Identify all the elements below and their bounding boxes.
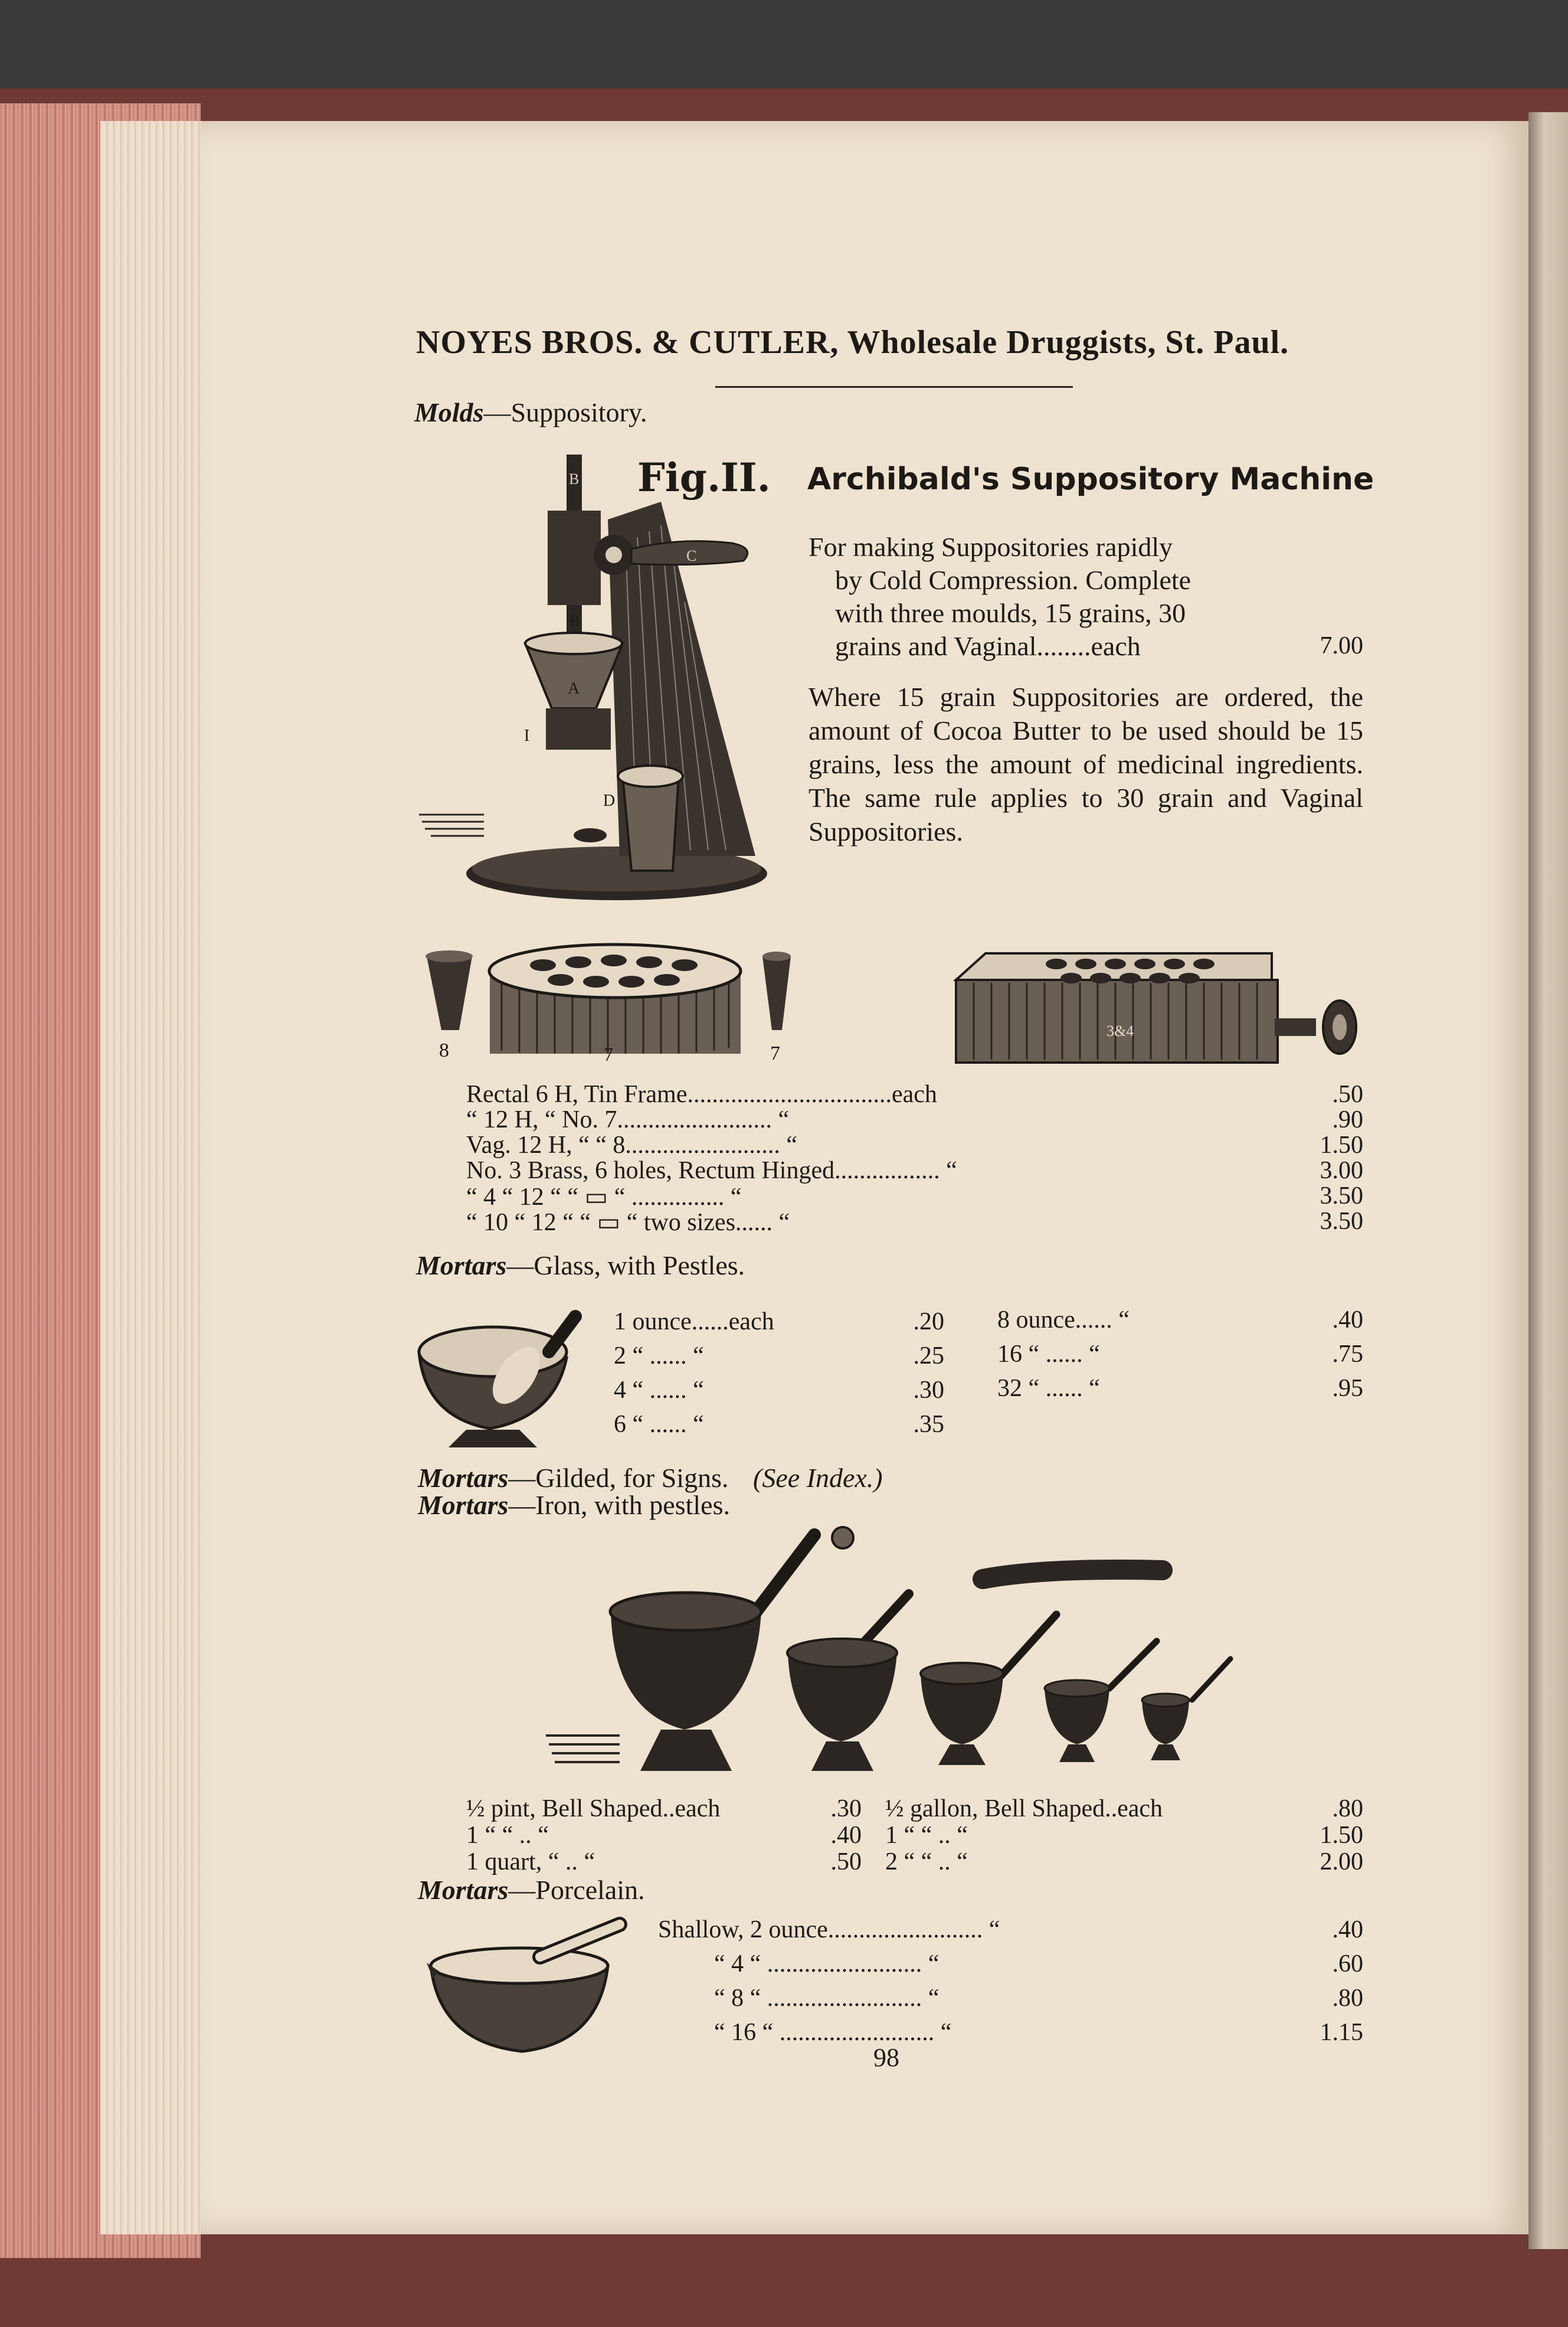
machine-label-b-top: B: [569, 470, 580, 488]
machine-desc-line-3: with three moulds, 15 grains, 30: [835, 598, 1186, 628]
iron-mortar-price: .30: [830, 1795, 862, 1822]
glass-mortar-row: 8 ounce...... “: [997, 1306, 1130, 1334]
iron-mortar-row: 1 “ “ .. “: [466, 1822, 549, 1849]
machine-desc-line-1: For making Suppositories rapidly: [808, 532, 1173, 562]
machine-label-a: A: [568, 679, 580, 698]
porcelain-mortar-price: .40: [1332, 1916, 1363, 1943]
machine-paragraph: Where 15 grain Suppositories are ordered, the amount of Cocoa Butter to be used should be 15 grains, less the amount of medicinal ingredients. The same rule applies to 30 grain and Vaginal Suppositories.: [808, 682, 1363, 847]
mortars-gilded-heading-rest: —Gilded, for Signs.: [508, 1463, 729, 1493]
glass-mortar-illustration: [413, 1293, 584, 1458]
iron-mortar-row: 1 “ “ .. “: [885, 1822, 968, 1849]
glass-mortar-row: 1 ounce......each: [614, 1308, 774, 1335]
mold-label-7-center: 7: [604, 1044, 613, 1065]
iron-mortar-price: .80: [1332, 1795, 1363, 1822]
porcelain-mortar-price: .80: [1332, 1985, 1363, 2012]
mold-label-7-right: 7: [770, 1042, 780, 1064]
mold-price: 3.50: [1320, 1182, 1363, 1210]
mold-row: “ 4 “ 12 “ “ ▭ “ ............... “: [466, 1184, 742, 1211]
glass-mortar-row: 2 “ ...... “: [614, 1342, 704, 1370]
mold-row: “ 10 “ 12 “ “ ▭ “ two sizes...... “: [466, 1209, 790, 1236]
mortars-iron-heading-rest: —Iron, with pestles.: [508, 1490, 731, 1520]
mold-row: Vag. 12 H, “ “ 8......................... “: [466, 1132, 798, 1159]
glass-mortar-price: .35: [913, 1411, 944, 1438]
iron-mortar-price: .50: [830, 1848, 862, 1875]
glass-mortar-price: .40: [1332, 1306, 1363, 1334]
glass-mortar-price: .95: [1332, 1375, 1363, 1402]
mold-row: “ 12 H, “ No. 7......................... “: [466, 1106, 790, 1133]
page-number: 98: [873, 2043, 899, 2072]
machine-desc-line-2: by Cold Compression. Complete: [835, 565, 1191, 595]
molds-heading: [414, 397, 647, 428]
mold-price: 3.00: [1320, 1157, 1363, 1184]
mold-price: 1.50: [1320, 1132, 1363, 1159]
mortars-iron-heading-label: Mortars: [418, 1490, 509, 1520]
molds-heading-rest: —Suppository.: [483, 397, 647, 427]
figure-label: Fig.II.: [637, 455, 771, 501]
mold-label-8: 8: [439, 1040, 449, 1061]
glass-mortar-price: .20: [913, 1308, 944, 1335]
mortars-glass-heading: [416, 1250, 745, 1281]
glass-mortar-price: .25: [913, 1342, 944, 1370]
mold-price: .90: [1332, 1106, 1363, 1133]
porcelain-mortar-row: “ 8 “ ......................... “: [714, 1985, 940, 2012]
glass-mortar-price: .75: [1332, 1341, 1363, 1368]
porcelain-mortar-price: 1.15: [1320, 2019, 1363, 2046]
iron-mortar-row: ½ gallon, Bell Shaped..each: [885, 1795, 1163, 1822]
iron-mortar-row: ½ pint, Bell Shaped..each: [466, 1795, 721, 1822]
mortars-gilded-note: (See Index.): [753, 1463, 883, 1493]
iron-mortar-price: 2.00: [1320, 1848, 1363, 1875]
mortars-glass-heading-rest: —Glass, with Pestles.: [506, 1250, 745, 1280]
glass-mortar-row: 16 “ ...... “: [997, 1341, 1100, 1368]
machine-label-c: C: [686, 547, 697, 564]
facing-page-edge: [1528, 112, 1568, 2249]
header-rule: [715, 386, 1073, 388]
glass-mortar-row: 4 “ ...... “: [614, 1377, 704, 1404]
mortars-porcelain-heading-rest: —Porcelain.: [508, 1875, 645, 1905]
machine-desc-line-4: grains and Vaginal........each: [835, 631, 1141, 661]
hinged-mold-illustration: [950, 947, 1363, 1077]
machine-title: Archibald's Suppository Machine: [807, 462, 1374, 497]
mold-row: No. 3 Brass, 6 holes, Rectum Hinged................. “: [466, 1157, 957, 1184]
iron-mortar-price: .40: [830, 1822, 862, 1849]
iron-mortar-row: 1 quart, “ .. “: [466, 1848, 595, 1875]
machine-label-b: B: [569, 612, 580, 629]
machine-price: 7.00: [1320, 632, 1363, 659]
porcelain-mortar-illustration: [422, 1919, 658, 2060]
mold-row: Rectal 6 H, Tin Frame.................................each: [466, 1081, 937, 1108]
porcelain-mortar-row: “ 16 “ ......................... “: [714, 2019, 952, 2046]
iron-mortar-row: 2 “ “ .. “: [885, 1848, 968, 1875]
glass-mortar-price: .30: [913, 1377, 944, 1404]
mortars-porcelain-heading-label: Mortars: [418, 1875, 509, 1905]
machine-label-d: D: [603, 792, 616, 810]
inner-page-edges: [100, 121, 204, 2234]
glass-mortar-row: 6 “ ...... “: [614, 1411, 704, 1438]
mortars-glass-heading-label: Mortars: [416, 1250, 507, 1280]
mold-price: .50: [1332, 1081, 1363, 1108]
suppository-machine-illustration: [413, 449, 779, 921]
mortars-gilded-heading-label: Mortars: [418, 1463, 509, 1493]
porcelain-mortar-price: .60: [1332, 1950, 1363, 1978]
mortars-porcelain-heading: [418, 1874, 645, 1906]
round-mold-illustration: [425, 936, 826, 1077]
porcelain-mortar-row: “ 4 “ ......................... “: [714, 1950, 940, 1978]
page-header: NOYES BROS. & CUTLER, Wholesale Druggists, St. Paul.: [416, 324, 1289, 361]
mortars-iron-heading: [418, 1489, 730, 1521]
porcelain-mortar-row: Shallow, 2 ounce......................... “: [658, 1916, 1000, 1943]
iron-mortars-illustration: [543, 1517, 1263, 1789]
molds-heading-label: Molds: [414, 397, 484, 427]
glass-mortar-row: 32 “ ...... “: [997, 1375, 1100, 1402]
machine-label-i: I: [524, 727, 530, 745]
mold-price: 3.50: [1320, 1208, 1363, 1235]
mold-label-3-4: 3&4: [1107, 1022, 1134, 1040]
iron-mortar-price: 1.50: [1320, 1822, 1363, 1849]
